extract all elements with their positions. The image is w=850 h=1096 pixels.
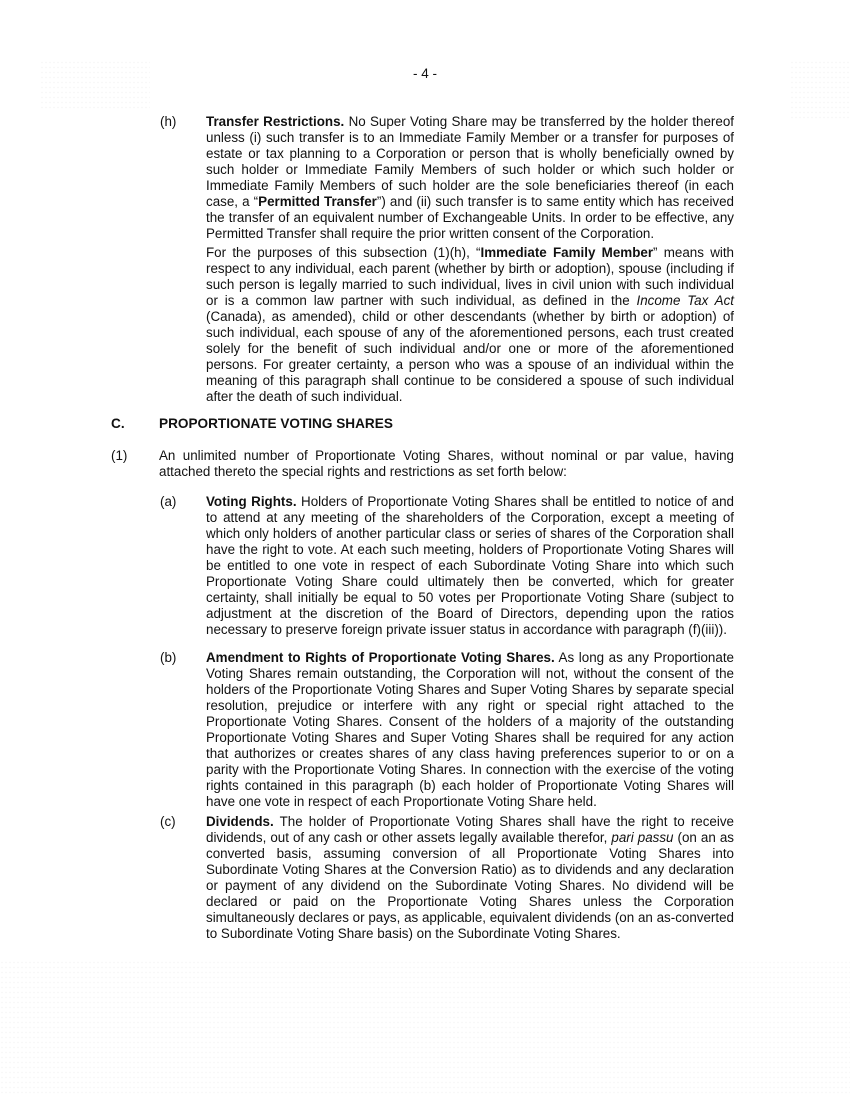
paragraph-c-dividends bbox=[206, 814, 734, 942]
text: Holders of Proportionate Voting Shares shall be entitled to notice of and to attend at any meeting of the shareholders of the Corporation, except a meeting of which only holders of another particular class or series of shares of the Corporation shall have the right to vote. At each such meeting, holders of Proportionate Voting Shares will be entitled to one vote in respect of each Subordinate Voting Share into which such Proportionate Voting Share could ultimately then be converted, which for greater certainty, shall initially be equal to 50 votes per Proportionate Voting Share (subject to adjustment at the discretion of the Board of Directors, depending upon the ratios necessary to preserve foreign private issuer status in accordance with paragraph (f)(iii)). bbox=[206, 494, 734, 637]
item-label-h: (h) bbox=[160, 114, 177, 129]
text: No Super Voting Share may be transferred by the holder thereof unless (i) such transfer is to an Immediate Family Member or a transfer for purposes of estate or tax planning to a Corporation or person that is wholly beneficially owned by such holder or Immediate Family Members of such holder or which such holder or Immediate Family Members of such holder are the sole beneficiaries thereof (in each case, a “ bbox=[206, 114, 734, 209]
text: As long as any Proportionate Voting Shares remain outstanding, the Corporation will not, without the consent of the holders of the Proportionate Voting Shares and Super Voting Shares by separate special resolution, prejudice or interfere with any right or special right attached to the Proportionate Voting Shares. Consent of the holders of a majority of the outstanding Proportionate Voting Shares and Super Voting Shares shall be required for any action that authorizes or creates shares of any class having preferences superior to or on a parity with the Proportionate Voting Shares. In connection with the exercise of the voting rights contained in this paragraph (b) each holder of Proportionate Voting Shares will have one vote in respect of each Proportionate Voting Share held. bbox=[206, 650, 734, 809]
text: The holder of Proportionate Voting Shares shall have the right to receive dividends, out of any cash or other assets legally available therefor, bbox=[206, 814, 734, 845]
text: ”) and (ii) such transfer is to same entity which has received the transfer of an equivalent number of Exchangeable Units. In order to be effective, any Permitted Transfer shall require the prior written consent of the Corporation. bbox=[206, 193, 735, 241]
item-label-b: (b) bbox=[160, 650, 177, 665]
paragraph-h-transfer-restrictions bbox=[206, 114, 734, 242]
defined-term-immediate-family-member: Immediate Family Member bbox=[480, 245, 654, 260]
defined-term-permitted-transfer: Permitted Transfer bbox=[258, 193, 377, 209]
heading-transfer-restrictions: Transfer Restrictions. bbox=[206, 114, 345, 129]
heading-dividends: Dividends. bbox=[206, 814, 274, 829]
section-label-c: C. bbox=[111, 416, 125, 431]
item-label-1: (1) bbox=[111, 448, 128, 463]
scan-noise bbox=[0, 960, 850, 1096]
heading-voting-rights: Voting Rights. bbox=[206, 494, 297, 509]
item-label-c: (c) bbox=[160, 814, 176, 829]
item-label-a: (a) bbox=[160, 494, 177, 509]
paragraph-b-amendment bbox=[206, 650, 734, 810]
paragraph-h-immediate-family-member bbox=[206, 245, 734, 405]
italic-income-tax-act: Income Tax Act bbox=[636, 292, 735, 308]
section-title-c: PROPORTIONATE VOTING SHARES bbox=[159, 416, 393, 431]
paragraph-a-voting-rights bbox=[206, 494, 734, 638]
heading-amendment-to-rights: Amendment to Rights of Proportionate Voting Shares. bbox=[206, 650, 555, 665]
paragraph-1: An unlimited number of Proportionate Voting Shares, without nominal or par value, having attached thereto the special rights and restrictions as set forth below: bbox=[159, 448, 734, 479]
italic-pari-passu: pari passu bbox=[611, 829, 674, 845]
text: (on an as converted basis, assuming conversion of all Proportionate Voting Shares into Subordinate Voting Shares at the Conversion Ratio) as to dividends and any declaration or payment of any dividend on the Subordinate Voting Shares. No dividend will be declared or paid on the Proportionate Voting Shares unless the Corporation simultaneously declares or pays, as applicable, equivalent dividends (on an as-converted to Subordinate Voting Share basis) on the Subordinate Voting Shares. bbox=[206, 829, 734, 941]
text: ” means with respect to any individual, each parent (whether by birth or adoption), spouse (including if such person is legally married to such individual, lives in civil union with such individual or is a common law partner with such individual, as defined in the bbox=[206, 245, 735, 308]
text: (Canada), as amended), child or other descendants (whether by birth or adoption) of such individual, each spouse of any of the aforementioned persons, each trust created solely for the benefit of such individual and/or one or more of the aforementioned persons. For greater certainty, a person who was a spouse of an individual within the meaning of this paragraph shall continue to be considered a spouse of such individual after the death of such individual. bbox=[206, 308, 734, 404]
text: For the purposes of this subsection (1)(h), “ bbox=[206, 245, 481, 260]
page-number: - 4 - bbox=[412, 66, 437, 81]
